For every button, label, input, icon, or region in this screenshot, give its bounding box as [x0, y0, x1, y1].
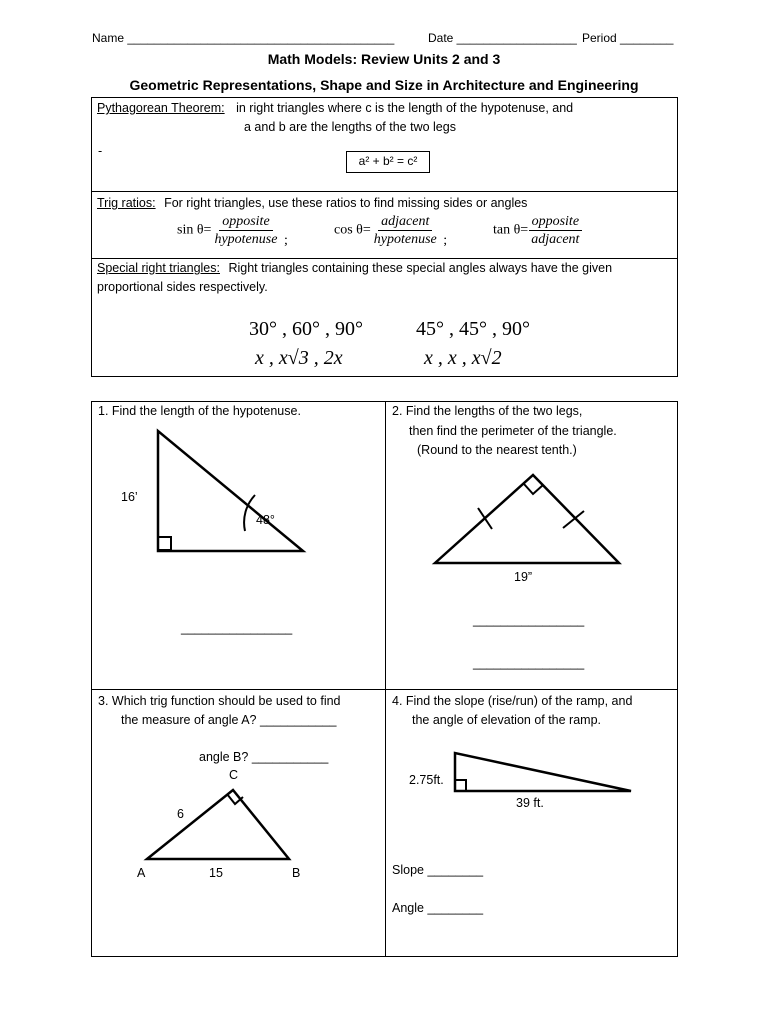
problem-3-side-ab: 15: [209, 866, 223, 880]
pythagorean-text-line2: a and b are the lengths of the two legs: [244, 120, 456, 134]
problem-4-slope-blank[interactable]: Slope ________: [392, 863, 484, 877]
problem-4-angle-blank[interactable]: Angle ________: [392, 901, 484, 915]
problem-2-text-line2: then find the perimeter of the triangle.: [409, 424, 617, 438]
problem-4-text-line1: 4. Find the slope (rise/run) of the ramp, and: [392, 694, 633, 708]
name-field-label: Name ________________________________________: [92, 31, 395, 45]
problem-3-vertex-c: C: [229, 768, 239, 782]
date-field-label: Date __________________: [428, 31, 577, 45]
problem-1-text: 1. Find the length of the hypotenuse.: [98, 404, 301, 418]
trig-heading: Trig ratios:: [97, 196, 156, 210]
special-45-45-90-angles: 45° , 45° , 90°: [416, 318, 530, 340]
trig-section: [97, 194, 527, 213]
pythagorean-section: [97, 99, 573, 118]
separator: ;: [443, 232, 448, 248]
problem-2-answer-blank-1[interactable]: ________________: [473, 613, 585, 627]
page-title: Math Models: Review Units 2 and 3: [267, 51, 501, 67]
special-text-line1: Right triangles containing these special angles always have the given: [228, 261, 613, 275]
reference-box: [91, 97, 678, 377]
problem-2-text-line1: 2. Find the lengths of the two legs,: [392, 404, 583, 418]
problem-3-text-line2[interactable]: the measure of angle A? ___________: [121, 713, 337, 727]
trig-text: For right triangles, use these ratios to find missing sides or angles: [164, 196, 528, 210]
cos-denominator: hypotenuse: [373, 232, 437, 247]
special-section: [97, 259, 612, 278]
problem-2-text-line3: (Round to the nearest tenth.): [417, 443, 577, 457]
problem-3-vertex-b: B: [292, 866, 301, 880]
problem-2-triangle-diagram: [385, 401, 677, 688]
problem-3-side-ac: 6: [177, 807, 184, 821]
pythagorean-heading: Pythagorean Theorem:: [97, 101, 225, 115]
sin-label: sin θ=: [177, 222, 212, 238]
problem-2-base-label: 19”: [514, 570, 533, 584]
special-heading: Special right triangles:: [97, 261, 220, 275]
pythagorean-text-line1: in right triangles where c is the length of the hypotenuse, and: [236, 101, 574, 115]
sin-numerator: opposite: [219, 213, 272, 231]
page-subtitle: Geometric Representations, Shape and Size in Architecture and Engineering: [129, 77, 639, 93]
cos-numerator: adjacent: [378, 213, 432, 231]
problem-1-answer-blank[interactable]: ________________: [181, 621, 293, 635]
problem-4-run-label: 39 ft.: [516, 796, 544, 810]
special-30-60-90-angles: 30° , 60° , 90°: [249, 318, 363, 340]
special-text-line2: proportional sides respectively.: [97, 280, 268, 294]
problem-4-text-line2: the angle of elevation of the ramp.: [412, 713, 602, 727]
cos-ratio: [334, 213, 447, 248]
tan-ratio: [493, 213, 582, 248]
problem-2-answer-blank-2[interactable]: ________________: [473, 656, 585, 670]
special-30-60-90-sides: x , x√3 , 2x: [255, 347, 343, 369]
dash-mark: -: [98, 144, 103, 158]
special-45-45-90-sides: x , x , x√2: [424, 347, 502, 369]
problem-1-triangle-diagram: [91, 401, 385, 688]
separator: ;: [283, 232, 288, 248]
problem-3-vertex-a: A: [137, 866, 146, 880]
cos-label: cos θ=: [334, 222, 371, 238]
problem-3-triangle-diagram: [91, 688, 385, 956]
tan-denominator: adjacent: [531, 232, 580, 247]
sin-denominator: hypotenuse: [214, 232, 278, 247]
tan-label: tan θ=: [493, 222, 529, 238]
problem-3-text-line3[interactable]: angle B? ___________: [199, 750, 329, 764]
problem-1-side-label: 16’: [121, 490, 138, 504]
period-field-label: Period ________: [582, 31, 674, 45]
tan-numerator: opposite: [529, 213, 582, 231]
divider: [92, 191, 677, 192]
pythagorean-formula: a² + b² = c²: [346, 151, 430, 173]
sin-ratio: [177, 213, 288, 248]
problem-4-rise-label: 2.75ft.: [409, 773, 444, 787]
problem-1-angle-label: 48°: [256, 513, 275, 527]
problem-3-text-line1: 3. Which trig function should be used to find: [98, 694, 341, 708]
